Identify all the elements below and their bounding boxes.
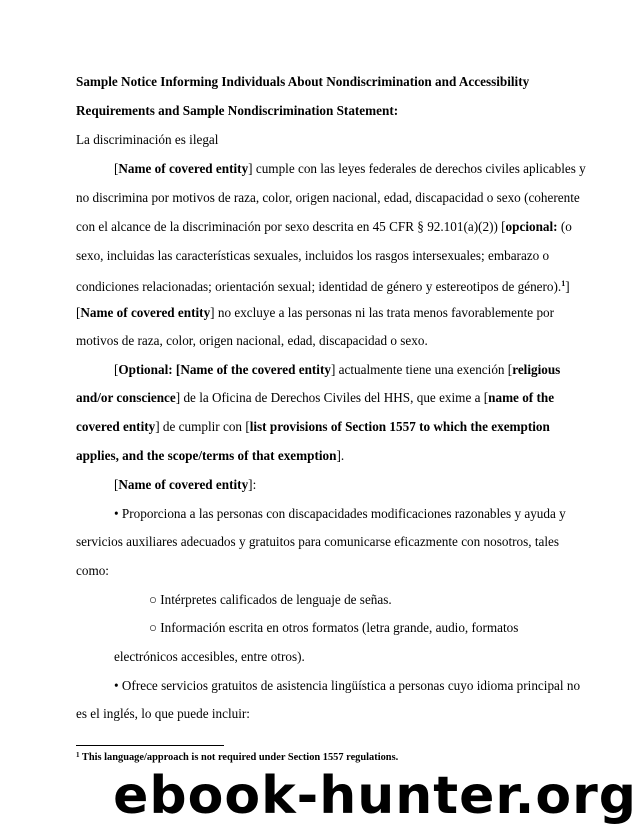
bullet-item: • Proporciona a las personas con discapacidades modificaciones razonables y ayuda y: [114, 506, 566, 521]
sub-bullet-item-cont: electrónicos accesibles, entre otros).: [114, 649, 305, 664]
paragraph-1-line: [Name of covered entity] cumple con las leyes federales de derechos civiles aplicables y: [114, 161, 586, 176]
paragraph-2-line: [Optional: [Name of the covered entity] actualmente tiene una exención [religious: [114, 362, 561, 377]
sub-bullet-item: ○ Intérpretes calificados de lenguaje de señas.: [149, 592, 392, 607]
paragraph-2-line: applies, and the scope/terms of that exemption].: [76, 448, 345, 463]
sub-bullet-item: ○ Información escrita en otros formatos (letra grande, audio, formatos: [149, 620, 519, 635]
bullet-item-cont: es el inglés, lo que puede incluir:: [76, 706, 250, 721]
paragraph-1-line: no discrimina por motivos de raza, color, origen nacional, edad, discapacidad o sexo (coherente: [76, 190, 580, 205]
bullet-item-cont: servicios auxiliares adecuados y gratuitos para comunicarse eficazmente con nosotros, tales: [76, 534, 559, 549]
watermark-text: ebook-hunter.org: [113, 766, 637, 826]
paragraph-1-line: condiciones relacionadas; orientación sexual; identidad de género y estereotipos de género).$^1$]: [76, 279, 570, 294]
paragraph-1-line: sexo, incluidas las características sexuales, incluidos los rasgos intersexuales; embarazo o: [76, 248, 550, 263]
paragraph-1-line: [Name of covered entity] no excluye a las personas ni las trata menos favorablemente por: [76, 305, 555, 320]
footnote: $^1$ This language/approach is not required under Section 1557 regulations.: [76, 751, 399, 763]
heading-line-1: Sample Notice Informing Individuals About Nondiscrimination and Accessibility: [76, 74, 530, 89]
paragraph-1-line: con el alcance de la discriminación por sexo descrita en 45 CFR § 92.101(a)(2)) [opcional: (o: [76, 219, 572, 234]
paragraph-1-line: motivos de raza, color, origen nacional, edad, discapacidad o sexo.: [76, 333, 428, 348]
footnote-ref[interactable]: 1: [561, 279, 566, 288]
heading-line-2: Requirements and Sample Nondiscrimination Statement:: [76, 103, 399, 118]
paragraph-2-line: covered entity] de cumplir con [list provisions of Section 1557 to which the exemption: [76, 419, 550, 434]
subtitle: La discriminación es ilegal: [76, 132, 219, 147]
watermark-band: [0, 766, 637, 826]
bullet-item-cont: como:: [76, 563, 109, 578]
footnote-divider: [76, 745, 224, 746]
bullet-item: • Ofrece servicios gratuitos de asistencia lingüística a personas cuyo idioma principal no: [114, 678, 581, 693]
paragraph-3-line: [Name of covered entity]:: [114, 477, 257, 492]
paragraph-2-line: and/or conscience] de la Oficina de Derechos Civiles del HHS, que exime a [name of the: [76, 390, 555, 405]
